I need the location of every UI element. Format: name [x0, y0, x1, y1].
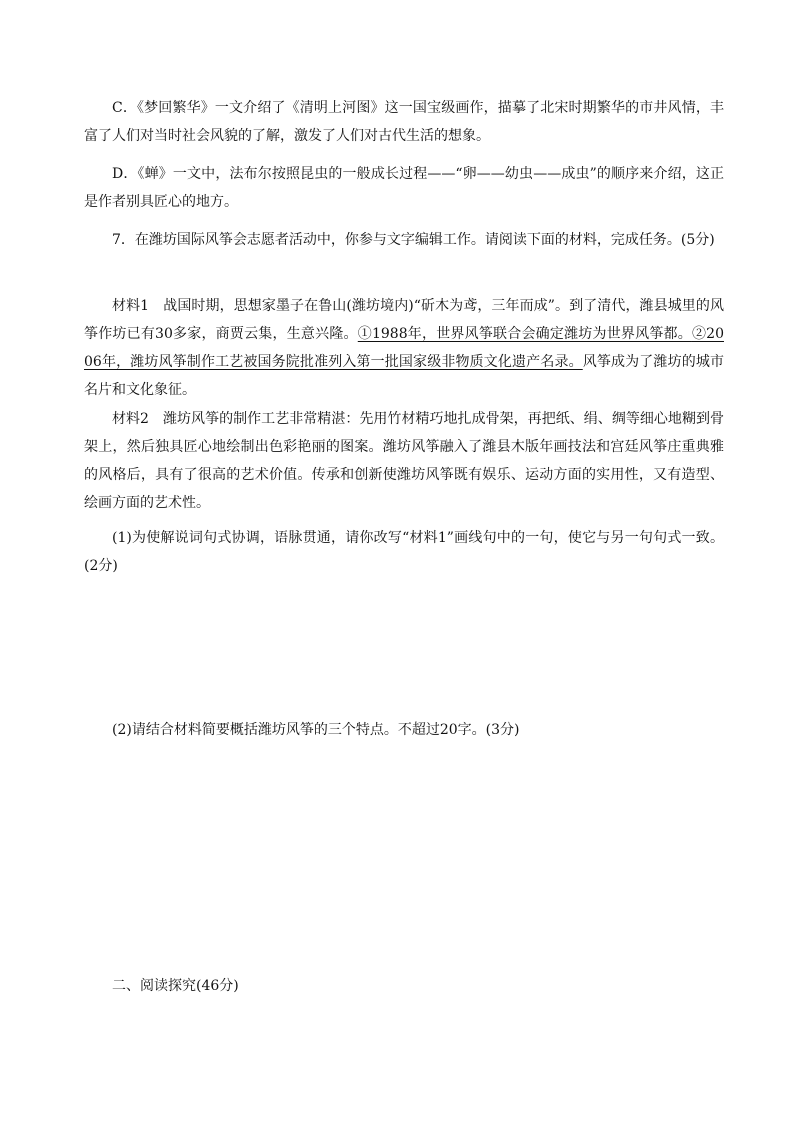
material-1: [84, 292, 724, 404]
option-d: D．《蝉》一文中，法布尔按照昆虫的一般成长过程——“卵——幼虫——成虫”的顺序来介绍，这正是作者别具匠心的地方。: [84, 166, 724, 210]
material-1-ending: 风筝成为了潍坊的城市名片和文化象征。: [84, 354, 724, 398]
question-7-2: (2)请结合材料简要概括潍坊风筝的三个特点。不超过20字。(3分): [112, 722, 520, 738]
question-7-prompt: 7．在潍坊国际风筝会志愿者活动中，你参与文字编辑工作。请阅读下面的材料，完成任务。(5分): [112, 232, 715, 248]
material-1-underlined-sentence-1: ①1988年，世界风筝联合会确定潍坊为世界风筝都。: [357, 326, 692, 342]
material-1-underlined-sentence-2: ②2006年，潍坊风筝制作工艺被国务院批准列入第一批国家级非物质文化遗产名录。: [84, 326, 724, 370]
question-7-1: (1)为使解说词句式协调，语脉贯通，请你改写“材料1”画线句中的一句，使它与另一句句式一致。(2分): [84, 530, 724, 574]
material-1-intro: 材料1 战国时期，思想家墨子在鲁山(潍坊境内)“斫木为鸢，三年而成”。到了清代，潍县城里的风筝作坊已有30多家，商贾云集，生意兴隆。: [84, 298, 724, 342]
material-2: 材料2 潍坊风筝的制作工艺非常精湛：先用竹材精巧地扎成骨架，再把纸、绢、绸等细心地糊到骨架上，然后独具匠心地绘制出色彩艳丽的图案。潍坊风筝融入了潍县木版年画技法和宫廷风筝庄重典雅的风格后，具有了很高的艺术价值。传承和创新使潍坊风筝既有娱乐、运动方面的实用性，又有造型、绘画方面的艺术性。: [84, 411, 724, 511]
section-2-title: 二、阅读探究(46分): [112, 978, 239, 994]
option-c: C．《梦回繁华》一文介绍了《清明上河图》这一国宝级画作，描摹了北宋时期繁华的市井风情，丰富了人们对当时社会风貌的了解，激发了人们对古代生活的想象。: [84, 100, 724, 144]
